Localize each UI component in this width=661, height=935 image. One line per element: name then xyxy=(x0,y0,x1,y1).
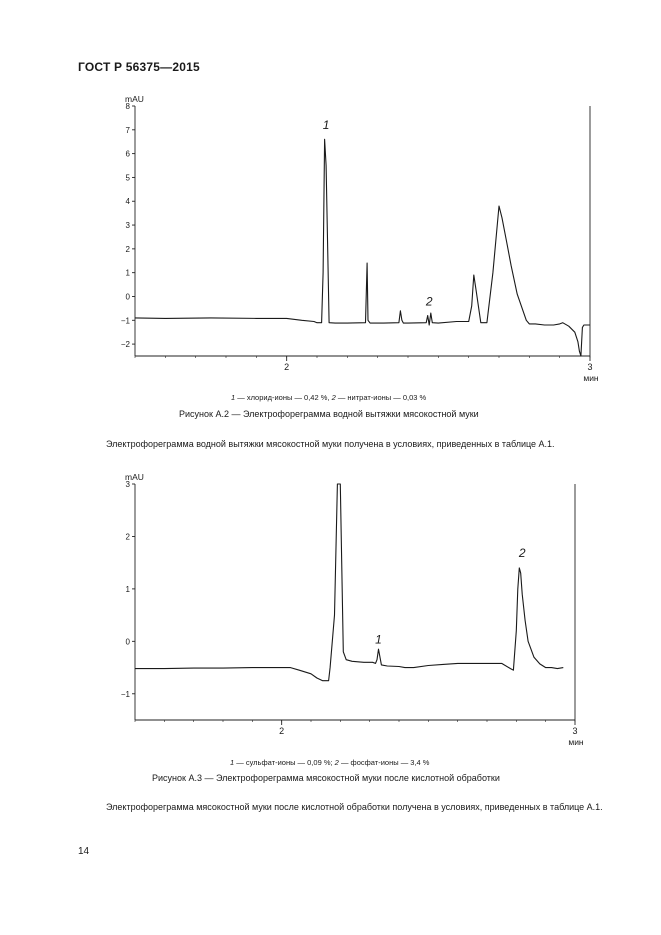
legend-a3-number-1: 1 xyxy=(230,758,235,767)
x-tick-label: 2 xyxy=(279,726,285,736)
paragraph-a2: Электрофореграмма водной вытяжки мясокостной муки получена в условиях, приведенных в таблице А.1. xyxy=(106,439,555,449)
y-tick-label: 3 xyxy=(125,480,130,489)
y-axis-label: mAU xyxy=(125,472,144,482)
document-header: ГОСТ Р 56375—2015 xyxy=(78,60,200,74)
y-tick-label: 0 xyxy=(125,637,130,647)
y-tick-label: 1 xyxy=(125,268,130,278)
figure-a3-chart xyxy=(100,465,600,755)
y-axis-label: mAU xyxy=(125,94,144,104)
legend-a2-number-1: 1 xyxy=(231,393,236,402)
y-tick-label: 7 xyxy=(125,125,130,135)
y-tick-label: 2 xyxy=(125,244,130,254)
x-axis-label: мин xyxy=(583,373,599,383)
x-tick-label: 3 xyxy=(572,726,578,736)
series-line xyxy=(135,484,563,681)
y-tick-label: 8 xyxy=(125,102,130,111)
legend-a3-text-1: — сульфат-ионы — 0,09 %; xyxy=(236,758,333,767)
series-line xyxy=(135,139,590,356)
peak-label: 1 xyxy=(375,632,382,647)
y-tick-label: −1 xyxy=(120,316,130,326)
peak-label: 1 xyxy=(322,118,330,133)
y-tick-label: 6 xyxy=(125,149,130,159)
legend-a3-number-2: 2 xyxy=(334,758,339,767)
y-tick-label: 3 xyxy=(125,221,130,231)
x-tick-label: 3 xyxy=(587,362,593,372)
figure-a2-legend xyxy=(231,393,426,402)
x-tick-label: 2 xyxy=(284,362,290,372)
paragraph-a3: Электрофореграмма мясокостной муки после кислотной обработки получена в условиях, приведенных в таблице А.1. xyxy=(106,802,603,812)
figure-a3-legend xyxy=(230,758,429,767)
legend-a2-text-1: — хлорид-ионы — 0,42 %, xyxy=(237,393,330,402)
figure-a2-caption: Рисунок А.2 — Электрофореграмма водной вытяжки мясокостной муки xyxy=(179,409,479,419)
peak-label: 2 xyxy=(425,294,433,309)
y-tick-label: 4 xyxy=(125,197,130,207)
x-axis-label: мин xyxy=(568,737,584,747)
legend-a2-number-2: 2 xyxy=(331,393,336,402)
peak-label: 2 xyxy=(518,546,526,561)
y-tick-label: 5 xyxy=(125,173,130,183)
page-number: 14 xyxy=(78,846,90,857)
y-tick-label: −1 xyxy=(120,689,130,699)
y-tick-label: 2 xyxy=(125,532,130,542)
figure-a2-chart xyxy=(100,88,600,388)
y-tick-label: 0 xyxy=(125,292,130,302)
figure-a3-caption: Рисунок А.3 — Электрофореграмма мясокостной муки после кислотной обработки xyxy=(152,773,500,783)
legend-a2-text-2: — нитрат-ионы — 0,03 % xyxy=(337,393,427,402)
y-tick-label: −2 xyxy=(120,340,130,350)
legend-a3-text-2: — фосфат-ионы — 3,4 % xyxy=(340,758,430,767)
y-tick-label: 1 xyxy=(125,584,130,594)
